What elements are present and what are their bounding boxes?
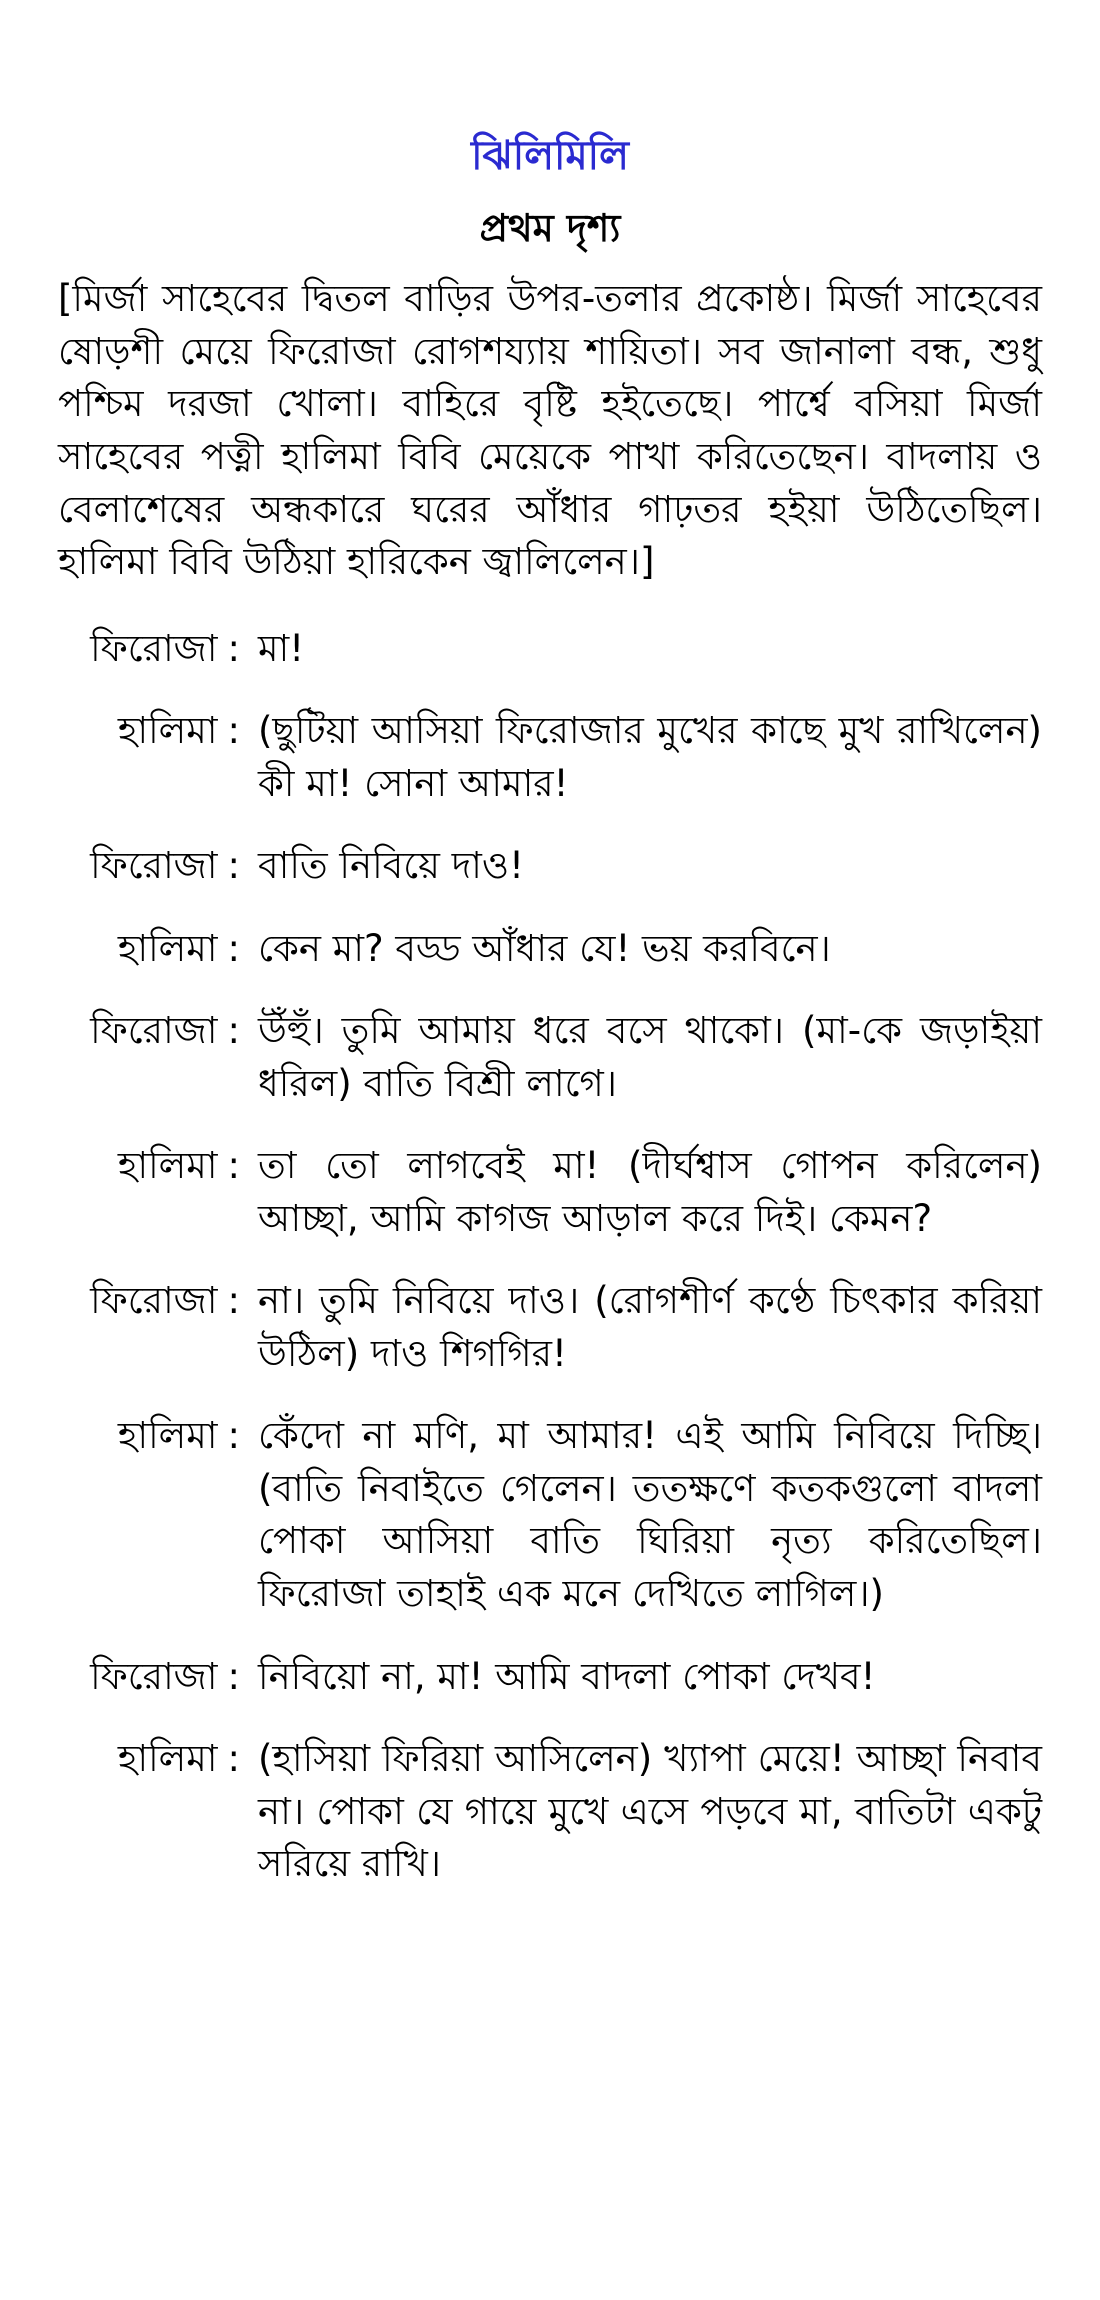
dialogue-text: বাতি নিবিয়ে দাও!	[258, 844, 524, 888]
dialogue-line	[58, 705, 1042, 810]
speaker-colon: :	[227, 1279, 240, 1323]
speaker-colon: :	[227, 1414, 240, 1458]
speaker-label	[58, 705, 248, 758]
dialogue-text: (ছুটিয়া আসিয়া ফিরোজার মুখের কাছে মুখ রাখিলেন) কী মা! সোনা আমার!	[258, 709, 1042, 805]
dialogue-line	[58, 1410, 1042, 1620]
speaker-name: ফিরোজা	[90, 626, 218, 670]
dialogue-text: কেঁদো না মণি, মা আমার! এই আমি নিবিয়ে দিচ্ছি। (বাতি নিবাইতে গেলেন। ততক্ষণে কতকগুলো বাদলা পোকা আসিয়া বাতি ঘিরিয়া নৃত্য করিতেছিল। ফিরোজা তাহাই এক মনে দেখিতে লাগিল।)	[258, 1414, 1042, 1616]
speaker-label	[58, 1651, 248, 1704]
scene-heading: প্রথম দৃশ্য	[479, 206, 621, 250]
stage-direction: [মির্জা সাহেবের দ্বিতল বাড়ির উপর-তলার প্রকোষ্ঠ। মির্জা সাহেবের ষোড়শী মেয়ে ফিরোজা রোগশয্যায় শায়িতা। সব জানালা বন্ধ, শুধু পশ্চিম দরজা খোলা। বাহিরে বৃষ্টি হইতেছে। পার্শ্বে বসিয়া মির্জা সাহেবের পত্নী হালিমা বিবি মেয়েকে পাখা করিতেছেন। বাদলায় ও বেলাশেষের অন্ধকারে ঘরের আঁধার গাঢ়তর হইয়া উঠিতেছিল। হালিমা বিবি উঠিয়া হারিকেন জ্বালিলেন।]	[58, 277, 1042, 584]
dialogue-line	[58, 1733, 1042, 1891]
dialogue-line	[58, 1275, 1042, 1380]
dialogue-line	[58, 1005, 1042, 1110]
speaker-label	[58, 1140, 248, 1193]
speaker-name: হালিমা	[117, 1144, 218, 1188]
speaker-label	[58, 1733, 248, 1786]
speaker-name: ফিরোজা	[90, 1654, 218, 1698]
speaker-label	[58, 840, 248, 893]
dialogue-line	[58, 1140, 1042, 1245]
speaker-colon: :	[227, 1144, 240, 1188]
speaker-colon: :	[227, 1654, 240, 1698]
dialogue-text: মা!	[258, 626, 305, 670]
dialogue-text: নিবিয়ো না, মা! আমি বাদলা পোকা দেখব!	[258, 1654, 876, 1698]
dialogue-line	[58, 923, 1042, 976]
speaker-name: ফিরোজা	[90, 1279, 218, 1323]
speaker-name: হালিমা	[117, 1414, 218, 1458]
speaker-colon: :	[227, 1009, 240, 1053]
dialogue-text: কেন মা? বড্ড আঁধার যে! ভয় করবিনে।	[258, 926, 831, 970]
speaker-colon: :	[227, 709, 240, 753]
speaker-name: ফিরোজা	[90, 1009, 218, 1053]
speaker-colon: :	[227, 926, 240, 970]
speaker-label	[58, 1410, 248, 1463]
speaker-colon: :	[227, 844, 240, 888]
dialogue-text: উঁহুঁ। তুমি আমায় ধরে বসে থাকো। (মা-কে জড়াইয়া ধরিল) বাতি বিশ্রী লাগে।	[258, 1009, 1042, 1105]
speaker-name: হালিমা	[117, 1737, 218, 1781]
speaker-name: হালিমা	[117, 926, 218, 970]
speaker-colon: :	[227, 1737, 240, 1781]
speaker-name: ফিরোজা	[90, 844, 218, 888]
dialogue-line	[58, 840, 1042, 893]
speaker-colon: :	[227, 626, 240, 670]
dialogue-list	[58, 623, 1042, 1891]
dialogue-line	[58, 1651, 1042, 1704]
speaker-label	[58, 1275, 248, 1328]
speaker-label	[58, 1005, 248, 1058]
dialogue-text: তা তো লাগবেই মা! (দীর্ঘশ্বাস গোপন করিলেন) আচ্ছা, আমি কাগজ আড়াল করে দিই। কেমন?	[258, 1144, 1042, 1240]
speaker-label	[58, 923, 248, 976]
speaker-label	[58, 623, 248, 676]
dialogue-text: না। তুমি নিবিয়ে দাও। (রোগশীর্ণ কণ্ঠে চিৎকার করিয়া উঠিল) দাও শিগগির!	[258, 1279, 1042, 1375]
dialogue-text: (হাসিয়া ফিরিয়া আসিলেন) খ্যাপা মেয়ে! আচ্ছা নিবাব না। পোকা যে গায়ে মুখে এসে পড়বে মা, বাতিটা একটু সরিয়ে রাখি।	[258, 1737, 1042, 1886]
play-page	[58, 130, 1042, 1921]
dialogue-line	[58, 623, 1042, 676]
play-title: ঝিলিমিলি	[471, 133, 629, 179]
speaker-name: হালিমা	[117, 709, 218, 753]
